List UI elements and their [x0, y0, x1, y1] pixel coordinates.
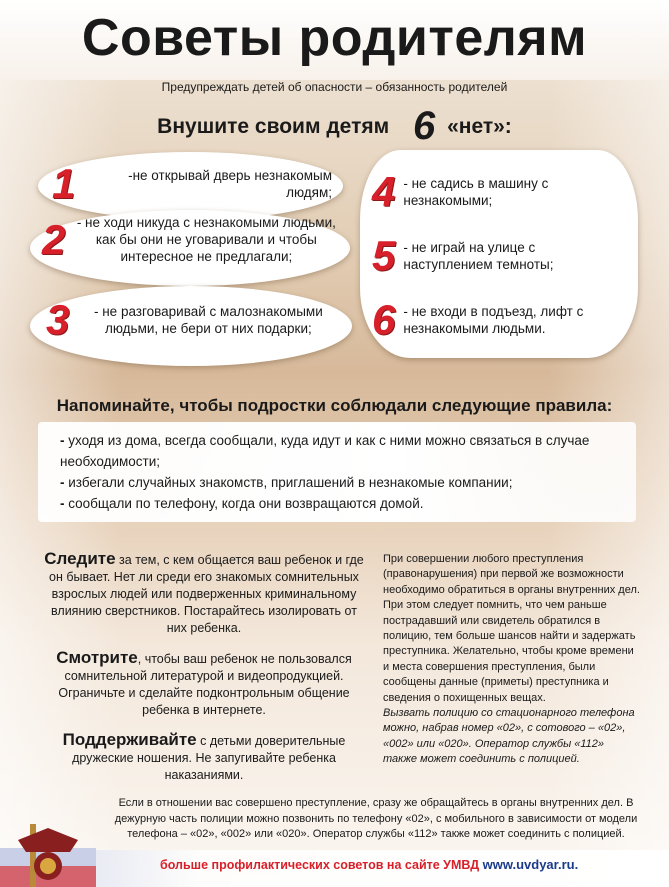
advice-look-lead: Смотрите: [56, 648, 138, 667]
rule-5: [372, 232, 632, 280]
advice-support: [44, 731, 364, 784]
police-emblem-icon: [0, 818, 96, 887]
crime-info-italic: Вызвать полицию со стационарного телефона можно, набрав номер «02», с сотового – «02», «002» или «020». Оператор службы «112» также может соединить с полицией.: [383, 707, 635, 766]
rule-text-5: - не играй на улице с наступлением темноты;: [403, 240, 554, 272]
rule-text-1: -не открывай дверь незнакомым людям;: [128, 168, 332, 200]
page-title: Советы родителям: [81, 9, 588, 67]
six-no-heading: [0, 104, 669, 149]
teen-rule-item: - сообщали по телефону, когда они возвращаются домой.: [60, 493, 622, 514]
rule-4: [372, 168, 632, 216]
teen-rule-item: - избегали случайных знакомств, приглашений в незнакомые компании;: [60, 472, 622, 493]
six-number: 6: [412, 104, 436, 148]
rule-text-3: - не разговаривай с малознакомыми людьми, не бери от них подарки;: [93, 304, 323, 336]
rule-text-4: - не садись в машину с незнакомыми;: [403, 176, 549, 208]
crime-info-column: [383, 552, 641, 768]
rule-text-2: - не ходи никуда с незнакомыми людьми, как бы они не уговаривали и чтобы интересное не предлагали;: [76, 215, 336, 264]
advice-support-lead: Поддерживайте: [62, 730, 197, 749]
rule-number-2: 2: [42, 215, 66, 263]
advice-watch-lead: Следите: [44, 549, 116, 568]
teen-rules-title: Напоминайте, чтобы подростки соблюдали следующие правила:: [56, 396, 613, 415]
page-subtitle: Предупреждать детей об опасности – обязанность родителей: [161, 80, 508, 94]
rule-number-4: 4: [372, 168, 396, 215]
advice-watch: [44, 550, 364, 637]
footer-label: больше профилактических советов на сайте УМВД: [160, 858, 480, 872]
advice-column: [44, 550, 364, 796]
rule-text-6: - не входи в подъезд, лифт с незнакомыми людьми.: [403, 304, 584, 336]
advice-watch-text: за тем, с кем общается ваш ребенок и где он бывает. Нет ли среди его знакомых сомнительных взрослых людей или подверженных криминальному влиянию сверстников. Постарайтесь изолировать от них ребенка.: [49, 553, 364, 635]
rule-number-5: 5: [372, 232, 396, 279]
teen-rules-list: [38, 422, 636, 514]
rule-number-6: 6: [372, 296, 396, 343]
six-heading-post: «нет»:: [447, 115, 512, 138]
advice-look-text: , чтобы ваш ребенок не пользовался сомнительной литературой и видеопродукцией. Ограничьте и сделайте подконтрольным общение ребенка в интернете.: [58, 652, 352, 717]
advice-support-text: с детьми доверительные дружеские ношения. Не запугивайте ребенка наказаниями.: [72, 734, 346, 782]
rule-6: [372, 296, 634, 344]
teen-rule-item: - уходя из дома, всегда сообщали, куда идут и как с ними можно связаться в случае необходимости;: [60, 430, 622, 472]
advice-look: [44, 649, 364, 719]
footer-site-link[interactable]: www.uvdyar.ru.: [482, 857, 579, 872]
rule-number-1: 1: [52, 160, 76, 207]
bottom-note: Если в отношении вас совершено преступление, сразу же обращайтесь в органы внутренних дел. В дежурную часть полиции можно позвонить по телефону «02», с мобильного в зависимости от модели телефона – «02», «002» или «020». Оператор службы «112» также может соединить с полицией.: [114, 797, 638, 840]
rule-1: [52, 160, 332, 208]
crime-info-text: При совершении любого преступления (правонарушения) при первой же возможности необходимо обратиться в органы внутренних дел. При этом следует помнить, что чем раньше пострадавший или свидетель обратился в полицию, тем больше шансов найти и задержать преступника. Желательно, чтобы кроме времени и места совершения преступления, были сообщены данные (приметы) преступника и сведения о похищенных вещах.: [383, 553, 640, 704]
rule-2: [42, 214, 342, 265]
teen-rules-band: [38, 422, 636, 522]
footer-text: [160, 857, 660, 872]
rule-number-3: 3: [46, 296, 70, 343]
six-heading-pre: Внушите своим детям: [157, 115, 390, 138]
rule-3: [46, 296, 346, 344]
